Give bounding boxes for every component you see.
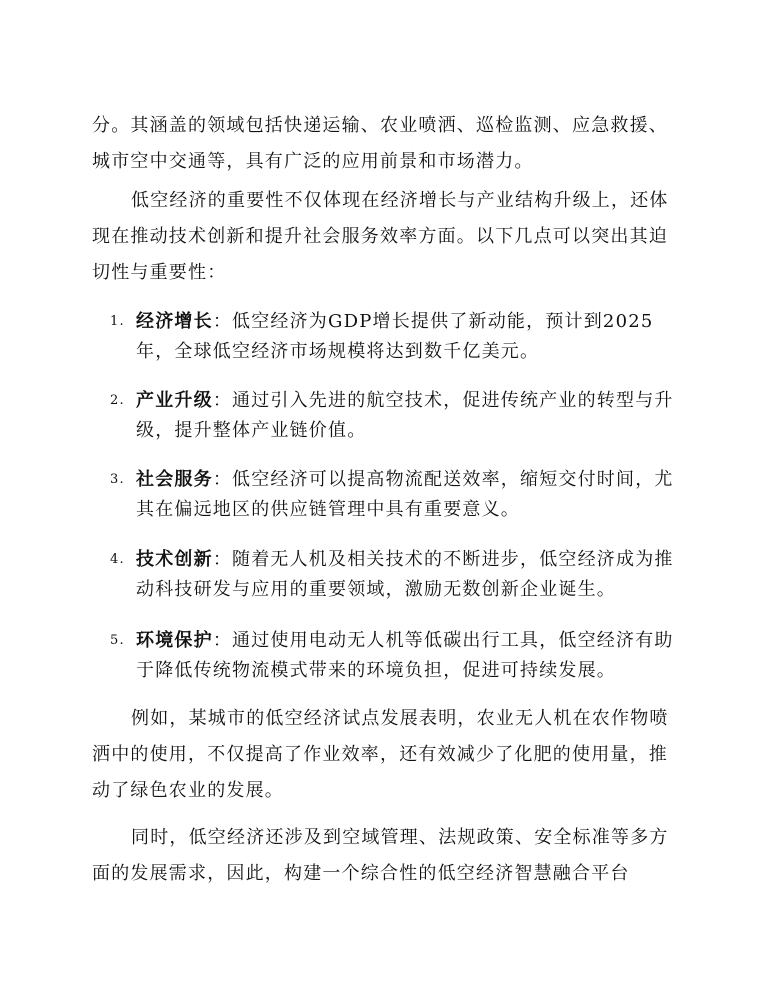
list-item — [110, 545, 676, 605]
list-text: ：低空经济为GDP增长提供了新动能，预计到2025年，全球低空经济市场规模将达到数千亿美元。 — [136, 311, 654, 362]
list-term: 社会服务 — [136, 469, 213, 490]
list-number: 4. — [110, 552, 125, 567]
paragraph-example: 例如，某城市的低空经济试点发展表明，农业无人机在农作物喷洒中的使用，不仅提高了作业效率，还有效减少了化肥的使用量，推动了绿色农业的发展。 — [92, 708, 669, 801]
paragraph-importance: 低空经济的重要性不仅体现在经济增长与产业结构升级上，还体现在推动技术创新和提升社会服务效率方面。以下几点可以突出其迫切性与重要性： — [92, 190, 669, 283]
list-term: 环境保护 — [136, 630, 213, 651]
list-item — [110, 307, 676, 367]
list-term: 经济增长 — [136, 311, 213, 332]
list-item — [110, 626, 676, 686]
list-text: ：通过引入先进的航空技术，促进传统产业的转型与升级，提升整体产业链价值。 — [136, 390, 674, 441]
list-number: 2. — [110, 393, 125, 408]
list-term: 技术创新 — [136, 549, 213, 570]
list-term: 产业升级 — [136, 390, 213, 411]
paragraph-fields: 分。其涵盖的领域包括快递运输、农业喷洒、巡检监测、应急救援、城市空中交通等，具有广泛的应用前景和市场潜力。 — [92, 115, 668, 172]
list-text: ：随着无人机及相关技术的不断进步，低空经济成为推动科技研发与应用的重要领域，激励无数创新企业诞生。 — [136, 549, 674, 600]
list-number: 1. — [110, 314, 125, 329]
list-number: 5. — [110, 633, 125, 648]
list-number: 3. — [110, 472, 125, 487]
list-text: ：通过使用电动无人机等低碳出行工具，低空经济有助于降低传统物流模式带来的环境负担，促进可持续发展。 — [136, 630, 674, 681]
list-item — [110, 465, 676, 525]
list-text: ：低空经济可以提高物流配送效率，缩短交付时间，尤其在偏远地区的供应链管理中具有重要意义。 — [136, 469, 674, 520]
paragraph-needs: 同时，低空经济还涉及到空域管理、法规政策、安全标准等多方面的发展需求，因此，构建一个综合性的低空经济智慧融合平台 — [92, 827, 669, 884]
list-item — [110, 386, 676, 446]
